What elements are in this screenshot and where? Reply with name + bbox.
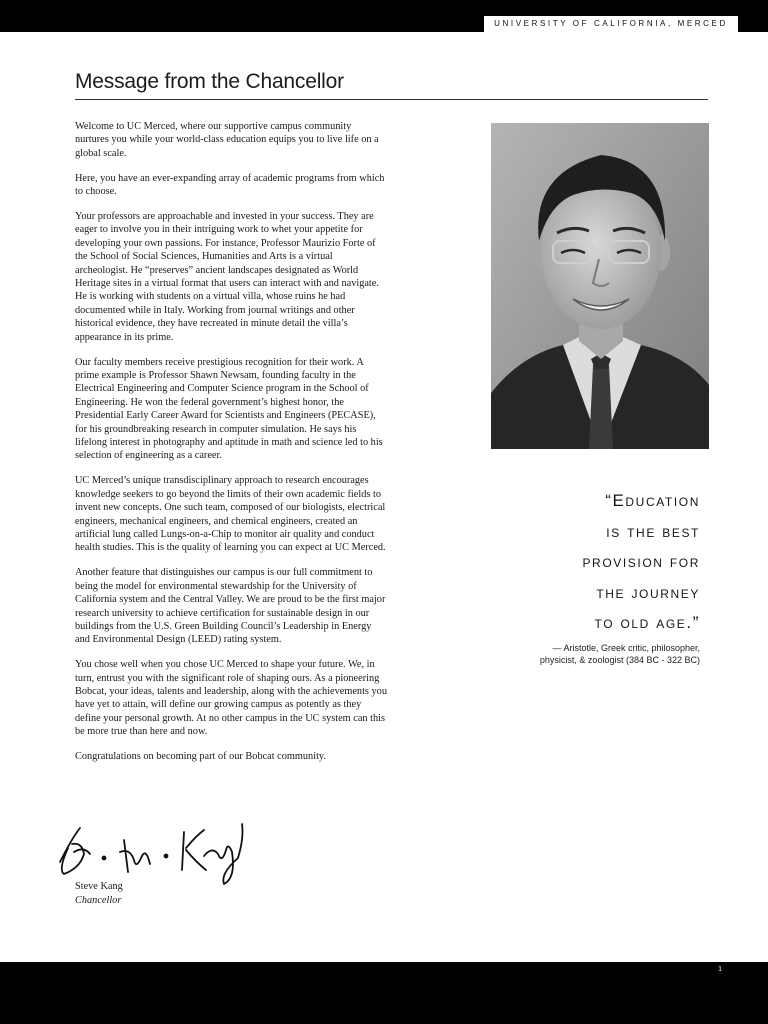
letter-body bbox=[75, 120, 387, 775]
quote-attribution bbox=[500, 643, 700, 666]
letter-paragraph: Another feature that distinguishes our campus is our full commitment to being the model for environmental stewardship for the University of California system and the Central Valley. We are proud to be the first major research university to achieve certification for sustainable design in our buildings from the U.S. Green Building Council’s Leadership in Energy and Environmental Design (LEED) rating system. bbox=[75, 567, 386, 646]
page-number: 1 bbox=[718, 966, 722, 973]
quote-line: to old age.” bbox=[594, 613, 700, 632]
letter-paragraph: Congratulations on becoming part of our Bobcat community. bbox=[75, 751, 326, 763]
page-title: Message from the Chancellor bbox=[75, 70, 344, 93]
quote-line: provision for bbox=[582, 552, 700, 571]
quote-line: “Education bbox=[605, 491, 700, 510]
title-divider bbox=[75, 99, 708, 100]
pull-quote bbox=[500, 486, 700, 639]
letter-paragraph: Our faculty members receive prestigious recognition for their work. A prime example is Professor Shawn Newsam, founding faculty in the Electrical Engineering and Computer Science program in the School of Engineering. He won the federal government’s highest honor, the Presidential Early Career Award for Scientists and Engineers (PECASE), for his groundbreaking research in computer simulation. He says his lifelong interest in photography and aptitude in math and science led to his selection of engineering as a career. bbox=[75, 356, 383, 462]
handwritten-signature bbox=[54, 818, 254, 886]
quote-line: is the best bbox=[606, 521, 700, 541]
header-bar bbox=[0, 0, 768, 32]
signer-title: Chancellor bbox=[75, 895, 122, 906]
quote-line: the journey bbox=[596, 582, 700, 602]
attribution-line: physicist, & zoologist (384 BC - 322 BC) bbox=[539, 654, 700, 665]
university-name: UNIVERSITY OF CALIFORNIA, MERCED bbox=[484, 16, 738, 32]
attribution-line: — Aristotle, Greek critic, philosopher, bbox=[552, 643, 700, 653]
letter-paragraph: Here, you have an ever-expanding array of academic programs from which to choose. bbox=[75, 172, 385, 198]
letter-paragraph: Welcome to UC Merced, where our supportive campus community nurtures you while your world-class education equips you to live life on a global scale. bbox=[75, 121, 379, 159]
signer-name: Steve Kang bbox=[75, 881, 123, 892]
chancellor-portrait bbox=[491, 123, 709, 449]
letter-paragraph: Your professors are approachable and invested in your success. They are eager to involve you in their intriguing work to whet your appetite for developing your own passions. For instance, Professor Maurizio Forte of the School of Social Sciences, Humanities and Arts is a virtual archeologist. He “preserves” ancient landscapes designated as World Heritage sites in a virtual format that users can interact with and navigate. He is working with students on a virtual villa, whose ruins he had documented while in Italy. Working from journal writings and other historical evidence, they have recreated in minute detail the villa’s appearance in its prime. bbox=[75, 211, 379, 343]
letter-paragraph: You chose well when you chose UC Merced to shape your future. We, in turn, entrust you with the significant role of shaping ours. As a pioneering Bobcat, your ideas, talents and leadership, along with the achievements you have yet to attain, will define our growing campus as potently as they define your personal growth. At no other campus in the UC system can this be more true than here and now. bbox=[75, 659, 387, 738]
letter-paragraph: UC Merced’s unique transdisciplinary approach to research encourages knowledge seekers to go beyond the limits of their own academic fields to invent new concepts. One such team, composed of our biologists, electrical engineers, mechanical engineers, and chemical engineers, created an artificial lung called Lungs-on-a-Chip to monitor air quality and conduct health studies. This is the quality of learning you can expect at UC Merced. bbox=[75, 475, 386, 554]
footer-bar bbox=[0, 962, 768, 1024]
